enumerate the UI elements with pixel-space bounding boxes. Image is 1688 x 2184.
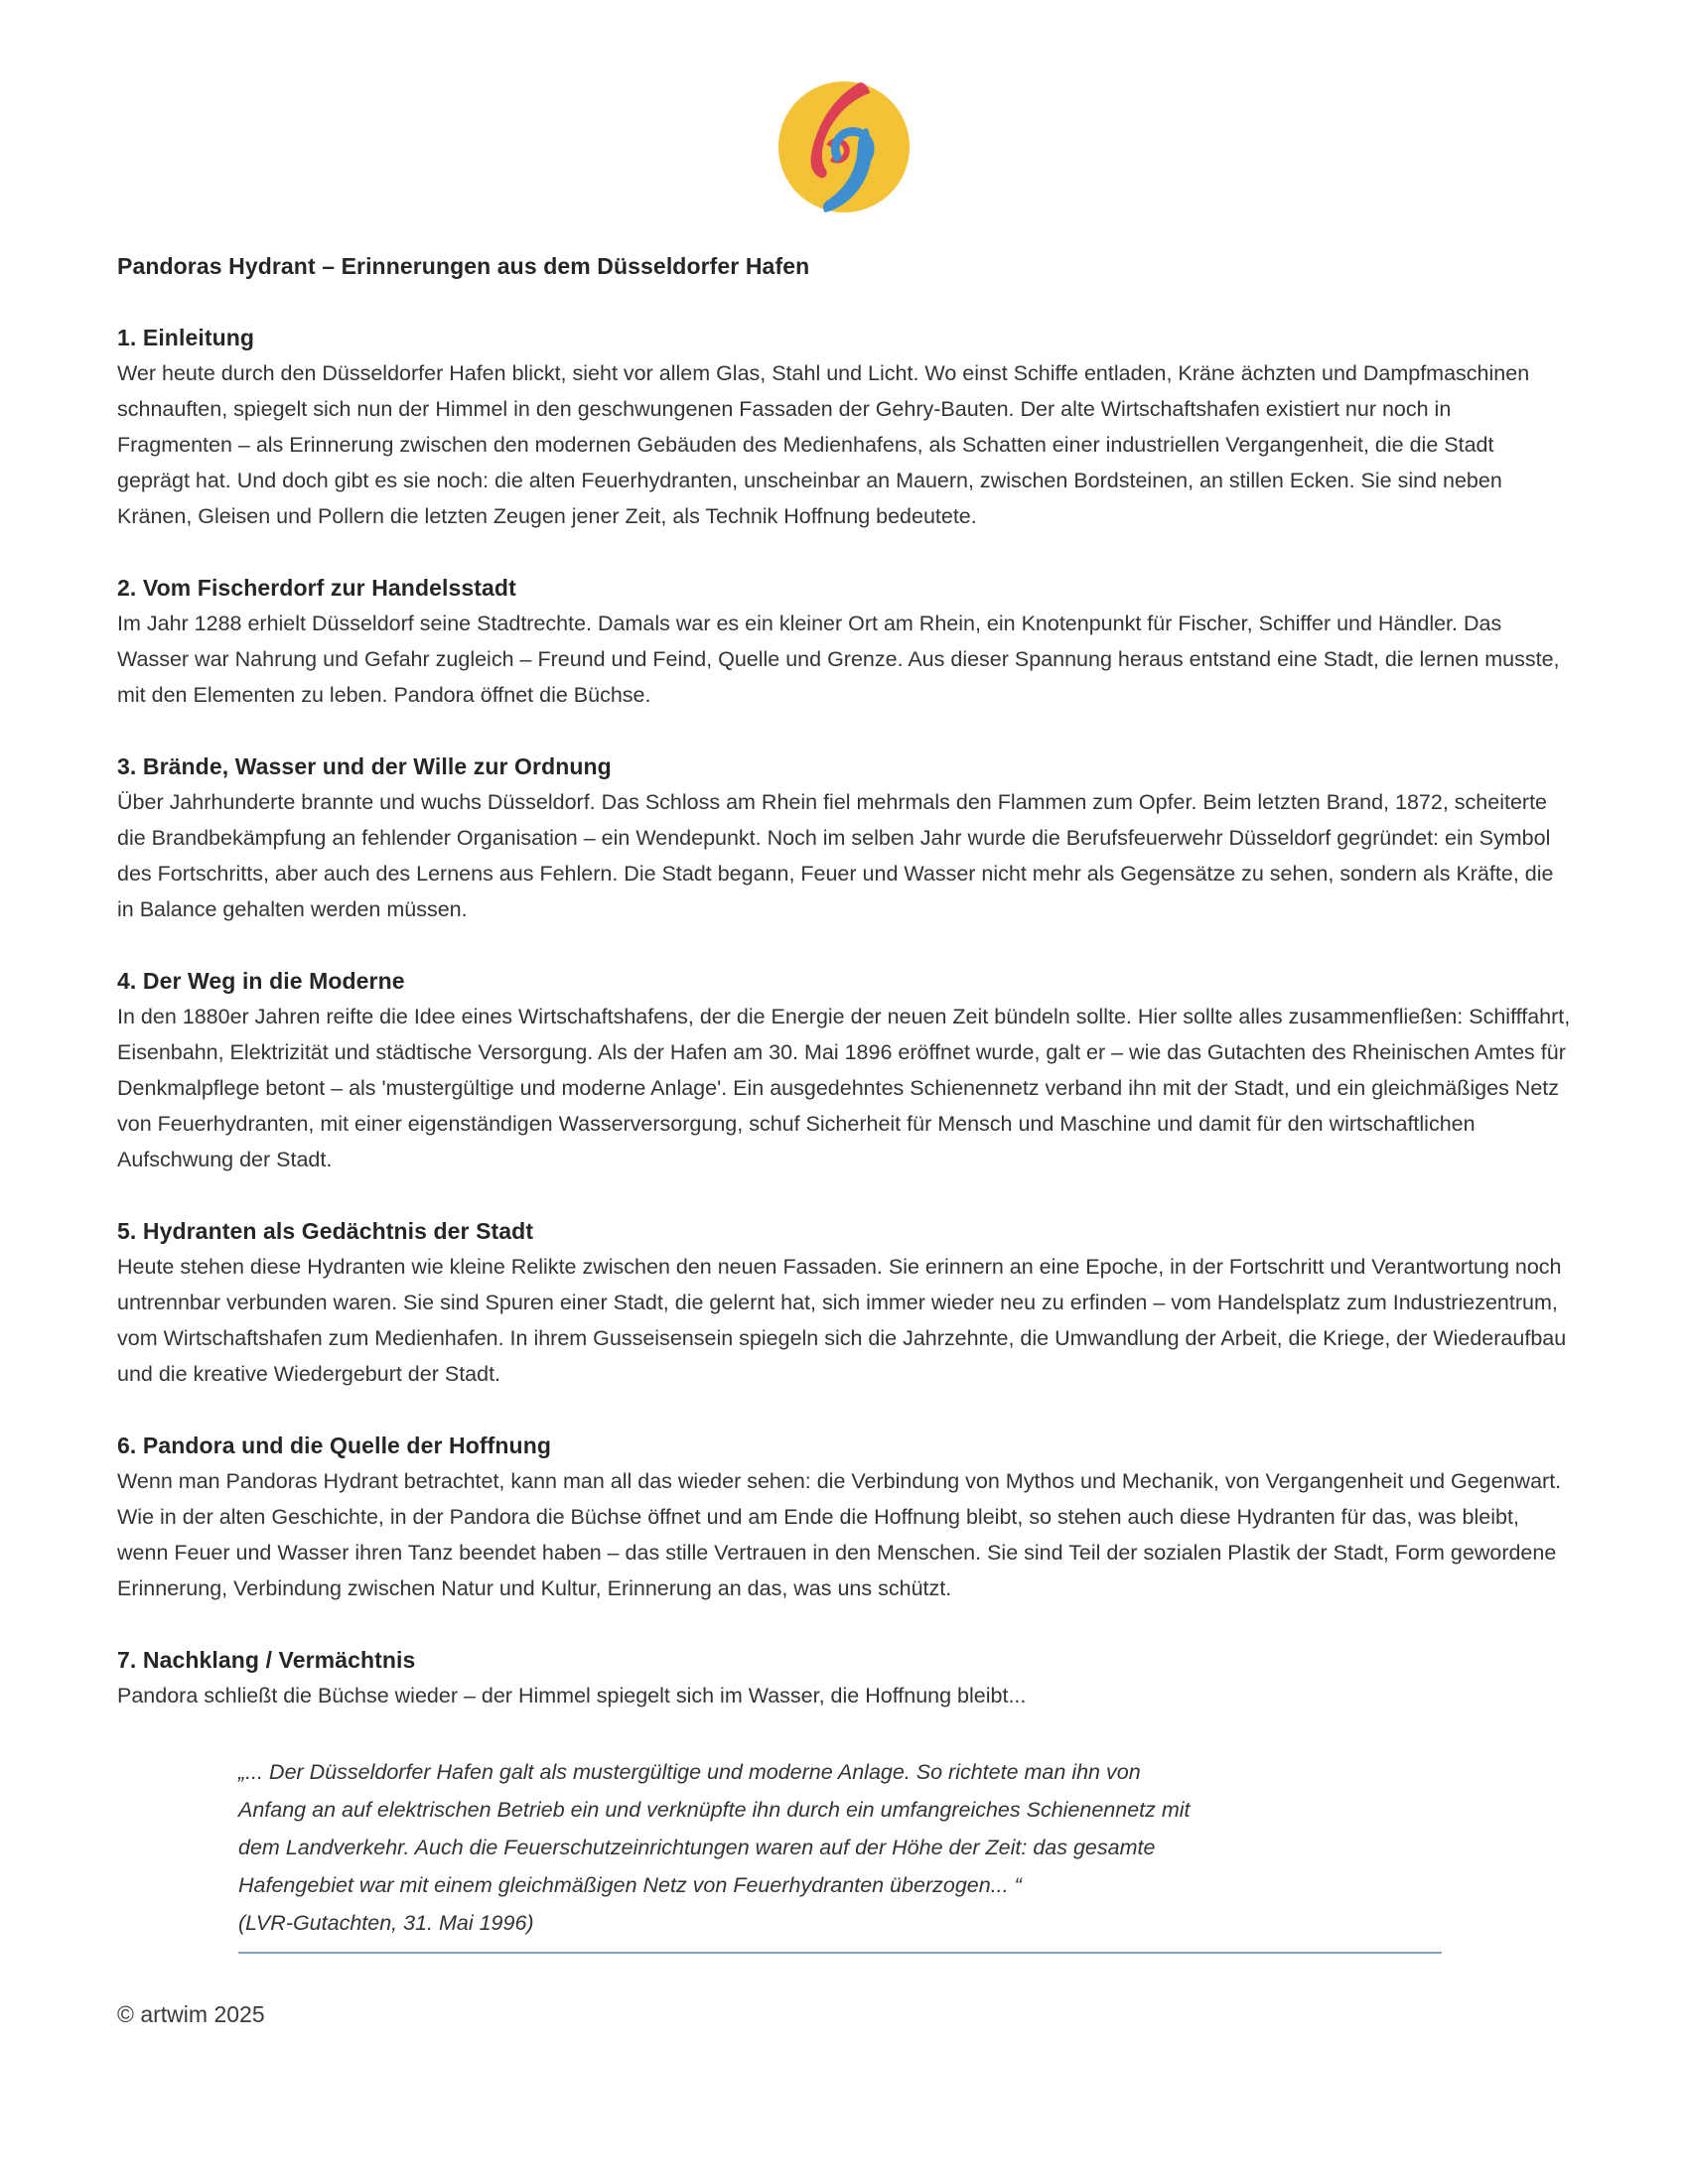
- section-fischerdorf: [117, 570, 1571, 713]
- section-heading: 4. Der Weg in die Moderne: [117, 968, 405, 994]
- section-heading: 3. Brände, Wasser und der Wille zur Ordnung: [117, 753, 612, 779]
- artwim-spiral-logo-icon: [776, 79, 912, 214]
- section-moderne: [117, 963, 1571, 1177]
- quote-line: Hafengebiet war mit einem gleichmäßigen Netz von Feuerhydranten überzogen... “: [238, 1873, 1022, 1897]
- section-heading: 1. Einleitung: [117, 325, 255, 350]
- section-heading: 6. Pandora und die Quelle der Hoffnung: [117, 1433, 551, 1458]
- quote-attribution: (LVR-Gutachten, 31. Mai 1996): [238, 1911, 534, 1935]
- logo-container: [0, 0, 1688, 214]
- section-paragraph: Heute stehen diese Hydranten wie kleine Relikte zwischen den neuen Fassaden. Sie erinnern an eine Epoche, in der Fortschritt und Verantwortung noch untrennbar verbunden waren. Sie sind Spuren einer Stadt, die gelernt hat, sich immer wieder neu zu erfinden – vom Handelsplatz zum Industriezentrum, vom Wirtschaftshafen zum Medienhafen. In ihrem Gusseisensein spiegeln sich die Jahrzehnte, die Umwandlung der Arbeit, die Kriege, der Wiederaufbau und die kreative Wiedergeburt der Stadt.: [117, 1255, 1567, 1386]
- document-content: [0, 248, 1688, 2029]
- section-paragraph: Wenn man Pandoras Hydrant betrachtet, kann man all das wieder sehen: die Verbindung von Mythos und Mechanik, von Vergangenheit und Gegenwart. Wie in der alten Geschichte, in der Pandora die Büchse öffnet und am Ende die Hoffnung bleibt, so stehen auch diese Hydranten für das, was bleibt, wenn Feuer und Wasser ihren Tanz beendet haben – das stille Vertrauen in den Menschen. Sie sind Teil der sozialen Plastik der Stadt, Form gewordene Erinnerung, Verbindung zwischen Natur und Kultur, Erinnerung an das, was uns schützt.: [117, 1469, 1562, 1600]
- section-paragraph: Wer heute durch den Düsseldorfer Hafen blickt, sieht vor allem Glas, Stahl und Licht. Wo einst Schiffe entladen, Kräne ächzten und Dampfmaschinen schnauften, spiegelt sich nun der Himmel in den geschwungenen Fassaden der Gehry-Bauten. Der alte Wirtschaftshafen existiert nur noch in Fragmenten – als Erinnerung zwischen den modernen Gebäuden des Medienhafens, als Schatten einer industriellen Vergangenheit, die die Stadt geprägt hat. Und doch gibt es sie noch: die alten Feuerhydranten, unscheinbar an Mauern, zwischen Bordsteinen, an stillen Ecken. Sie sind neben Kränen, Gleisen und Pollern die letzten Zeugen jener Zeit, als Technik Hoffnung bedeutete.: [117, 361, 1530, 528]
- section-paragraph: Pandora schließt die Büchse wieder – der Himmel spiegelt sich im Wasser, die Hoffnung bleibt...: [117, 1684, 1027, 1707]
- section-braende: [117, 749, 1571, 927]
- quote-line: dem Landverkehr. Auch die Feuerschutzeinrichtungen waren auf der Höhe der Zeit: das gesamte: [238, 1836, 1156, 1859]
- divider-rule: [238, 1952, 1442, 1954]
- quote-block: [238, 1753, 1446, 1942]
- quote-line: „... Der Düsseldorfer Hafen galt als mustergültige und moderne Anlage. So richtete man ihn von: [238, 1760, 1141, 1784]
- section-nachklang: [117, 1642, 1571, 1713]
- section-heading: 2. Vom Fischerdorf zur Handelsstadt: [117, 575, 516, 601]
- page-title: Pandoras Hydrant – Erinnerungen aus dem Düsseldorfer Hafen: [117, 253, 810, 279]
- section-heading: 5. Hydranten als Gedächtnis der Stadt: [117, 1218, 534, 1244]
- footer-copyright: © artwim 2025: [117, 2001, 265, 2027]
- section-heading: 7. Nachklang / Vermächtnis: [117, 1647, 416, 1673]
- section-pandora: [117, 1428, 1571, 1606]
- section-paragraph: In den 1880er Jahren reifte die Idee eines Wirtschaftshafens, der die Energie der neuen Zeit bündeln sollte. Hier sollte alles zusammenfließen: Schifffahrt, Eisenbahn, Elektrizität und städtische Versorgung. Als der Hafen am 30. Mai 1896 eröffnet wurde, galt er – wie das Gutachten des Rheinischen Amtes für Denkmalpflege betont – als 'mustergültige und moderne Anlage'. Ein ausgedehntes Schienennetz verband ihn mit der Stadt, und ein gleichmäßiges Netz von Feuerhydranten, mit einer eigenständigen Wasserversorgung, schuf Sicherheit für Mensch und Maschine und damit für den wirtschaftlichen Aufschwung der Stadt.: [117, 1005, 1571, 1171]
- section-paragraph: Im Jahr 1288 erhielt Düsseldorf seine Stadtrechte. Damals war es ein kleiner Ort am Rhein, ein Knotenpunkt für Fischer, Schiffer und Händler. Das Wasser war Nahrung und Gefahr zugleich – Freund und Feind, Quelle und Grenze. Aus dieser Spannung heraus entstand eine Stadt, die lernen musste, mit den Elementen zu leben. Pandora öffnet die Büchse.: [117, 612, 1560, 707]
- section-paragraph: Über Jahrhunderte brannte und wuchs Düsseldorf. Das Schloss am Rhein fiel mehrmals den Flammen zum Opfer. Beim letzten Brand, 1872, scheiterte die Brandbekämpfung an fehlender Organisation – ein Wendepunkt. Noch im selben Jahr wurde die Berufsfeuerwehr Düsseldorf gegründet: ein Symbol des Fortschritts, aber auch des Lernens aus Fehlern. Die Stadt begann, Feuer und Wasser nicht mehr als Gegensätze zu sehen, sondern als Kräfte, die in Balance gehalten werden müssen.: [117, 790, 1554, 921]
- quote-line: Anfang an auf elektrischen Betrieb ein und verknüpfte ihn durch ein umfangreiches Schienennetz mit: [238, 1798, 1191, 1822]
- section-einleitung: [117, 320, 1571, 534]
- section-gedaechtnis: [117, 1213, 1571, 1392]
